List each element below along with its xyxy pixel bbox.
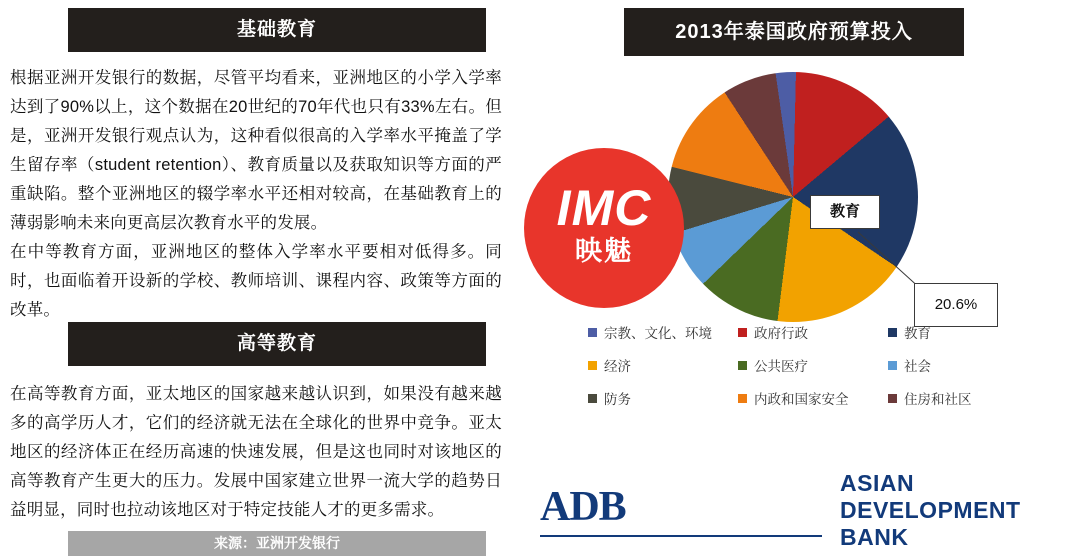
legend-item <box>738 355 888 375</box>
source-bar: 来源：亚洲开发银行 <box>68 531 486 556</box>
section-header-basic-education: 基础教育 <box>68 8 486 52</box>
paragraph-secondary-education: 在中等教育方面，亚洲地区的整体入学率水平要相对低得多。同时，也面临着开设新的学校、教师培训、课程内容、政策等方面的改革。 <box>10 243 502 319</box>
pie-chart-slices <box>668 72 918 322</box>
legend-label: 政府行政 <box>754 326 808 341</box>
legend-swatch <box>588 328 597 337</box>
legend-item <box>738 322 888 342</box>
legend-label: 经济 <box>604 359 631 374</box>
legend-item <box>888 388 1008 408</box>
callout-label-education: 教育 <box>810 195 880 229</box>
legend-item <box>888 355 1008 375</box>
legend-item <box>588 322 738 342</box>
legend-swatch <box>738 328 747 337</box>
legend-swatch <box>738 361 747 370</box>
legend-item <box>888 322 1008 342</box>
adb-logo-mark: ADB <box>540 483 626 530</box>
legend-label: 社会 <box>904 359 931 374</box>
adb-logo-rule <box>540 535 822 537</box>
imc-logo-sub: 映魅 <box>575 236 633 266</box>
callout-value-education: 20.6% <box>914 283 998 327</box>
legend-swatch <box>888 361 897 370</box>
right-chart-column <box>510 0 1080 560</box>
legend-swatch <box>588 361 597 370</box>
pie-chart <box>668 72 918 322</box>
legend-swatch <box>888 328 897 337</box>
adb-logo-text: ASIAN DEVELOPMENT BANK <box>840 470 1021 550</box>
legend-label: 内政和国家安全 <box>754 392 849 407</box>
legend-label: 宗教、文化、环境 <box>604 326 712 341</box>
legend-swatch <box>588 394 597 403</box>
legend-label: 防务 <box>604 392 631 407</box>
imc-logo <box>524 148 684 308</box>
legend-swatch <box>888 394 897 403</box>
adb-logo <box>540 470 1080 551</box>
legend-item <box>588 355 738 375</box>
imc-logo-main: IMC <box>556 180 652 236</box>
section-header-higher-education: 高等教育 <box>68 322 486 366</box>
paragraph-basic-education: 根据亚洲开发银行的数据，尽管平均看来，亚洲地区的小学入学率达到了90%以上，这个数据在20世纪的70年代也只有33%左右。但是，亚洲开发银行观点认为，这种看似很高的入学率水平掩盖了学生留存率（student retention）、教育质量以及获取知识等方面的严重缺陷。整个亚洲地区的辍学率水平还相对较高，在基础教育上的薄弱影响未来向更高层次教育水平的发展。 <box>10 69 502 232</box>
left-content-column <box>0 0 510 560</box>
legend-swatch <box>738 394 747 403</box>
paragraph-higher-education: 在高等教育方面，亚太地区的国家越来越认识到，如果没有越来越多的高学历人才，它们的经济就无法在全球化的世界中竞争。亚太地区的经济体正在经历高速的快速发展，但是这也同时对该地区的高等教育产生更大的压力。发展中国家建立世界一流大学的趋势日益明显，同时也拉动该地区对于特定技能人才的更多需求。 <box>10 385 502 519</box>
legend-label: 公共医疗 <box>754 359 808 374</box>
legend-item <box>738 388 888 408</box>
chart-legend <box>588 322 1008 408</box>
legend-label: 教育 <box>904 326 931 341</box>
chart-title: 2013年泰国政府预算投入 <box>624 8 964 56</box>
legend-item <box>588 388 738 408</box>
legend-label: 住房和社区 <box>904 392 972 407</box>
